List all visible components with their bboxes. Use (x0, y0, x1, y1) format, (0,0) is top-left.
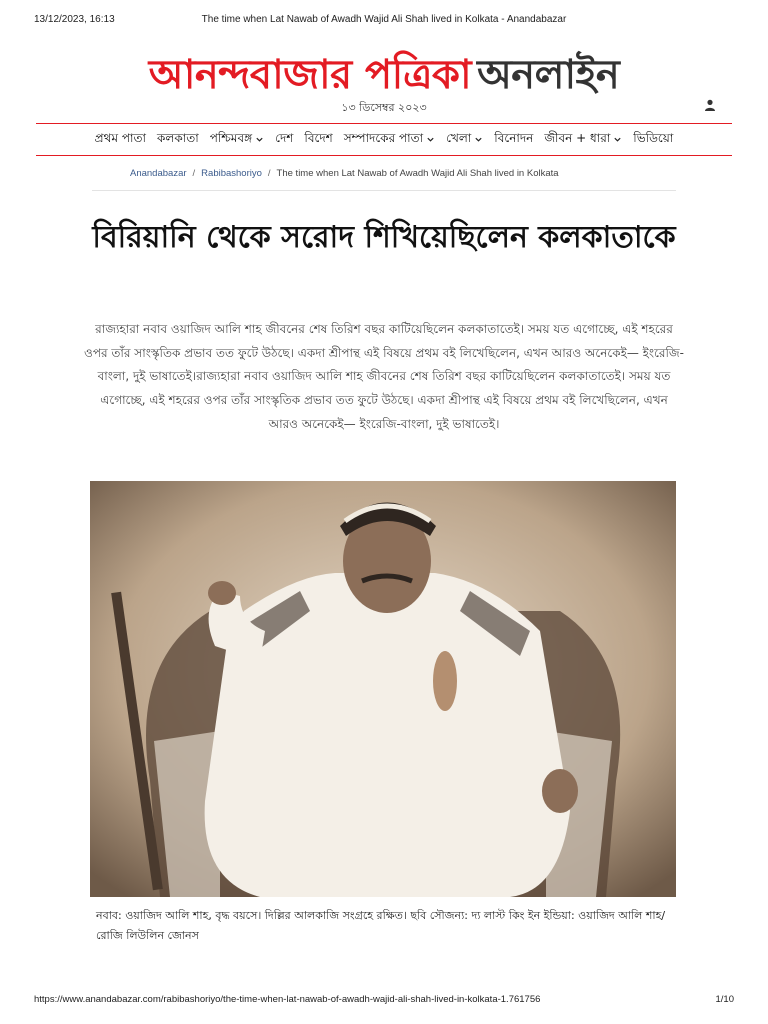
breadcrumb (130, 168, 670, 179)
nav-item-label: বিদেশ (304, 130, 333, 145)
print-page-number: 1/10 (715, 994, 734, 1005)
article-photo (90, 481, 676, 897)
nav-item[interactable] (633, 130, 673, 150)
nav-item[interactable] (210, 130, 264, 150)
article-standfirst: রাজ্যহারা নবাব ওয়াজিদ আলি শাহ জীবনের শেষ তিরিশ বছর কাটিয়েছিলেন কলকাতাতেই। সময় যত এগোচ্ছে, এই শহরের ওপর তাঁর সাংস্কৃতিক প্রভাব তত ফুটে উঠছে। একদা শ্রীপান্থ এই বিষয়ে প্রথম বই লিখেছিলেন, এখন আরও অনেকেই— ইংরেজি-বাংলা, দুই ভাষাতেই।রাজ্যহারা নবাব ওয়াজিদ আলি শাহ জীবনের শেষ তিরিশ বছর কাটিয়েছিলেন কলকাতাতেই। সময় যত এগোচ্ছে, এই শহরের ওপর তাঁর সাংস্কৃতিক প্রভাব তত ফুটে উঠছে। একদা শ্রীপান্থ এই বিষয়ে প্রথম বই লিখেছিলেন, এখন আরও অনেকেই— ইংরেজি-বাংলা, দুই ভাষাতেই। (84, 322, 684, 431)
nav-item[interactable] (157, 130, 199, 150)
print-doc-title: The time when Lat Nawab of Awadh Wajid Ali Shah lived in Kolkata - Anandabazar (201, 14, 567, 25)
nav-item-label: ভিডিয়ো (633, 130, 674, 145)
print-url: https://www.anandabazar.com/rabibashoriyo/the-time-when-lat-nawab-of-awadh-wajid-ali-shah-lived-in-kolkata-1.761756 (34, 994, 541, 1005)
nav-item[interactable] (275, 130, 293, 150)
divider (92, 190, 676, 191)
breadcrumb-separator: / (267, 168, 271, 179)
brand-name: আনন্দবাজার পত্রিকা (148, 51, 472, 98)
nav-item[interactable] (95, 130, 146, 150)
nav-item-label: বিনোদন (494, 130, 534, 145)
nav-item-label: সম্পাদকের পাতা (343, 130, 424, 145)
photo-caption: নবাব: ওয়াজিদ আলি শাহ, বৃদ্ধ বয়সে। দিল্লির আলকাজি সংগ্রহে রক্ষিত। ছবি সৌজন্য: দ্য লাস্ট কিং ইন ইন্ডিয়া: ওয়াজিদ আলি শাহ/ রোজি লিউলিন জোনস (96, 909, 666, 942)
breadcrumb-home[interactable]: Anandabazar (130, 168, 187, 179)
nav-item[interactable] (446, 130, 483, 150)
nav-item[interactable] (544, 130, 622, 150)
chevron-down-icon (426, 135, 435, 144)
user-icon[interactable] (704, 99, 716, 111)
nav-item-label: প্রথম পাতা (94, 130, 146, 145)
masthead-logo[interactable] (0, 50, 768, 100)
brand-online: অনলাইন (477, 51, 620, 98)
nav-item-label: জীবন + ধারা (544, 130, 611, 145)
nav-item-label: পশ্চিমবঙ্গ (209, 130, 253, 145)
nav-item-label: কলকাতা (157, 130, 199, 145)
masthead-date: ১৩ ডিসেম্বর ২০২৩ (341, 101, 427, 114)
print-datetime: 13/12/2023, 16:13 (34, 14, 115, 25)
breadcrumb-section[interactable]: Rabibashoriyo (201, 168, 262, 179)
nav-item[interactable] (344, 130, 435, 150)
breadcrumb-current: The time when Lat Nawab of Awadh Wajid Ali Shah lived in Kolkata (276, 168, 559, 179)
main-nav (36, 123, 732, 156)
chevron-down-icon (613, 135, 622, 144)
chevron-down-icon (255, 135, 264, 144)
nav-item[interactable] (494, 130, 533, 150)
chevron-down-icon (474, 135, 483, 144)
nav-item-label: দেশ (275, 130, 294, 145)
article-headline: বিরিয়ানি থেকে সরোদ শিখিয়েছিলেন কলকাতাকে (92, 220, 676, 255)
nav-item-label: খেলা (446, 130, 472, 145)
breadcrumb-separator: / (192, 168, 196, 179)
nav-item[interactable] (304, 130, 332, 150)
